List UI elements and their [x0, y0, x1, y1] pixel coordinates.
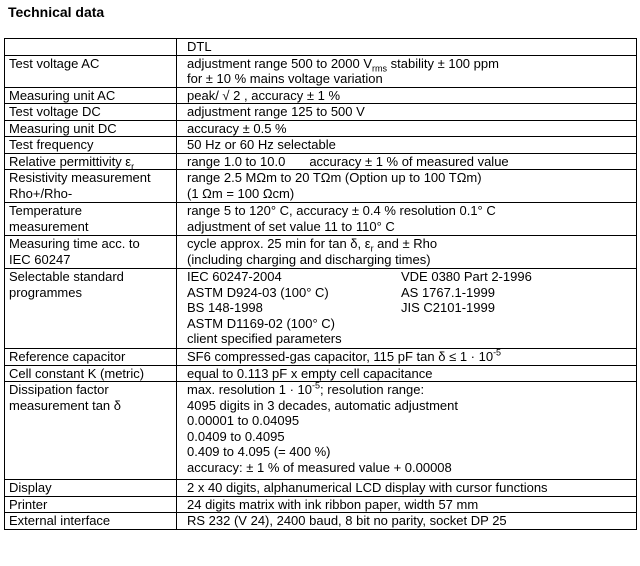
row-value: [177, 170, 637, 203]
table-row: [5, 104, 637, 121]
label-line: Dissipation factor: [9, 382, 109, 397]
label-line: measurement: [9, 218, 89, 234]
row-label: Test voltage AC: [5, 55, 177, 87]
table-row: [5, 55, 637, 87]
row-label: [5, 153, 177, 170]
value-line: (1 Ωm = 100 Ωcm): [187, 185, 295, 201]
value-text: range 1.0 to 10.0: [187, 153, 286, 169]
row-label: Test voltage DC: [5, 104, 177, 121]
row-label: [5, 382, 177, 480]
row-label: Cell constant K (metric): [5, 365, 177, 382]
value-text: adjustment range 500 to 2000 V: [187, 55, 373, 71]
value-text: and ± Rho: [373, 236, 438, 251]
label-subscript: r: [131, 161, 135, 172]
label-line: Selectable standard: [9, 269, 124, 284]
row-value: [177, 349, 637, 366]
standard-item: ASTM D924-03 (100° C): [187, 284, 329, 300]
value-line: [187, 382, 632, 398]
table-row: [5, 137, 637, 154]
table-row: [5, 365, 637, 382]
row-value: equal to 0.113 pF x empty cell capacitance: [177, 365, 637, 382]
value-line: accuracy: ± 1 % of measured value + 0.00008: [187, 459, 452, 475]
value-subscript: rms: [372, 63, 388, 74]
table-row: [5, 349, 637, 366]
row-label: Reference capacitor: [5, 349, 177, 366]
table-row: [5, 480, 637, 497]
row-value: 24 digits matrix with ink ribbon paper, width 57 mm: [177, 496, 637, 513]
standard-item: ASTM D1169-02 (100° C): [187, 315, 336, 331]
value-line: (including charging and discharging times): [187, 251, 431, 267]
value-line: 0.00001 to 0.04095: [187, 413, 300, 428]
value-line: 0.0409 to 0.4095: [187, 428, 285, 444]
table-row: [5, 496, 637, 513]
label-line: measurement tan δ: [9, 397, 122, 413]
row-value: [177, 269, 637, 349]
row-label: Test frequency: [5, 137, 177, 154]
value-text: accuracy ± 1 % of measured value: [309, 153, 509, 169]
standard-item: JIS C2101-1999: [401, 300, 495, 315]
header-empty-cell: [5, 39, 177, 56]
standards-pair: [187, 269, 632, 285]
value-line: 0.409 to 4.095 (= 400 %): [187, 444, 331, 459]
label-line: programmes: [9, 284, 82, 300]
value-text: ; resolution range:: [320, 382, 425, 397]
row-value: 50 Hz or 60 Hz selectable: [177, 137, 637, 154]
standards-pair: [187, 285, 632, 301]
table-row: [5, 120, 637, 137]
value-text: stability ± 100 ppm: [387, 55, 499, 71]
value-text: SF6 compressed-gas capacitor, 115 pF tan δ ≤ 1 · 10: [187, 349, 494, 364]
row-value: [177, 55, 637, 87]
table-row: [5, 382, 637, 480]
table-row: [5, 153, 637, 170]
value-line: 4095 digits in 3 decades, automatic adjustment: [187, 397, 459, 413]
row-label: Measuring unit AC: [5, 87, 177, 104]
table-header-row: [5, 39, 637, 56]
row-value: accuracy ± 0.5 %: [177, 120, 637, 137]
row-label: Printer: [5, 496, 177, 513]
row-label: Display: [5, 480, 177, 497]
row-label: [5, 236, 177, 269]
value-line: for ± 10 % mains voltage variation: [187, 71, 383, 86]
value-line: range 5 to 120° C, accuracy ± 0.4 % resolution 0.1° C: [187, 203, 496, 218]
row-label: [5, 269, 177, 349]
value-line: adjustment of set value 11 to 110° C: [187, 218, 395, 234]
standard-item: BS 148-1998: [187, 300, 263, 315]
row-value: [177, 153, 637, 170]
row-value: [177, 203, 637, 236]
table-row: [5, 269, 637, 349]
value-text: max. resolution 1 · 10: [187, 382, 313, 397]
row-value: [177, 236, 637, 269]
value-line: [187, 56, 632, 72]
row-value: peak/ √ 2 , accuracy ± 1 %: [177, 87, 637, 104]
row-label: [5, 170, 177, 203]
value-superscript: -5: [493, 347, 502, 358]
value-superscript: -5: [312, 380, 321, 391]
standard-item: client specified parameters: [187, 331, 342, 346]
value-line: [187, 236, 632, 252]
technical-data-table: [4, 38, 637, 530]
table-row: [5, 203, 637, 236]
table-row: [5, 170, 637, 203]
value-subscript: r: [370, 243, 374, 254]
row-value: RS 232 (V 24), 2400 baud, 8 bit no parity, socket DP 25: [177, 513, 637, 530]
value-text: cycle approx. 25 min for tan δ, ε: [187, 236, 371, 251]
row-value: [177, 382, 637, 480]
standard-item: IEC 60247-2004: [187, 269, 282, 284]
row-label: External interface: [5, 513, 177, 530]
row-value: adjustment range 125 to 500 V: [177, 104, 637, 121]
standards-pair: [187, 300, 632, 316]
header-model: DTL: [177, 39, 637, 56]
row-label: [5, 203, 177, 236]
label-line: Rho+/Rho-: [9, 185, 73, 201]
label-line: Resistivity measurement: [9, 170, 151, 185]
page-title: Technical data: [8, 4, 105, 20]
label-line: IEC 60247: [9, 251, 71, 267]
label-line: Measuring time acc. to: [9, 236, 140, 251]
table-row: [5, 87, 637, 104]
value-line: range 2.5 MΩm to 20 TΩm (Option up to 100 TΩm): [187, 170, 482, 185]
row-label: Measuring unit DC: [5, 120, 177, 137]
table-row: [5, 513, 637, 530]
label-text: Relative permittivity ε: [9, 153, 132, 169]
label-line: Temperature: [9, 203, 82, 218]
table-row: [5, 236, 637, 269]
standard-item: VDE 0380 Part 2-1996: [401, 269, 532, 284]
standard-item: AS 1767.1-1999: [401, 284, 495, 300]
row-value: 2 x 40 digits, alphanumerical LCD display with cursor functions: [177, 480, 637, 497]
